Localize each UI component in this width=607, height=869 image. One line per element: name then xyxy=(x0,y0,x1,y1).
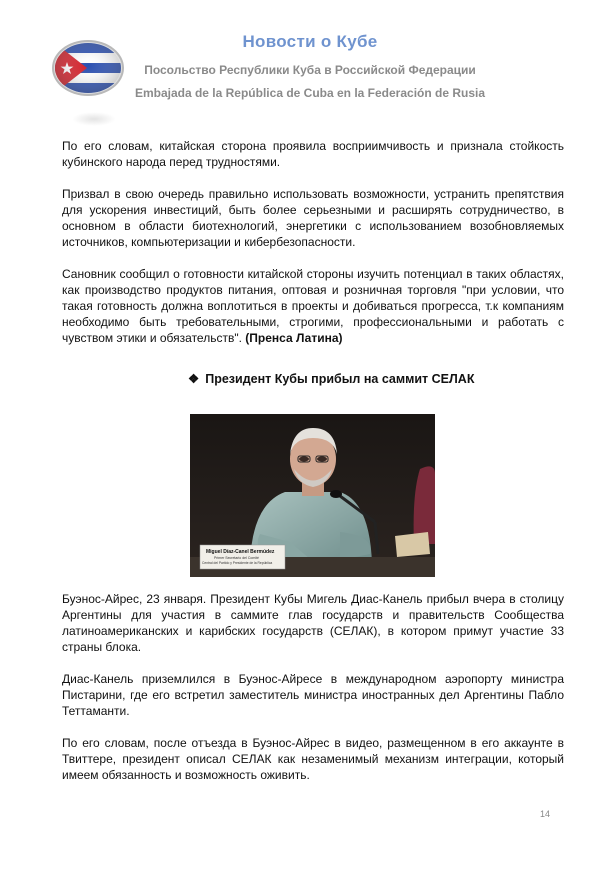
heading-text: Президент Кубы прибыл на саммит СЕЛАК xyxy=(205,372,475,386)
source-credit: (Пренса Латина) xyxy=(245,331,343,345)
newsletter-title: Новости о Кубе xyxy=(242,32,378,51)
nameplate-name: Miguel Díaz-Canel Bermúdez xyxy=(206,549,275,555)
nameplate-title: Primer Secretario del Comité xyxy=(214,556,259,560)
paragraph-text: Сановник сообщил о готовности китайской стороны изучить потенциал в таких областях, как производство продуктов питания, оптовая и розничная торговля "при условии, что такая готовность должна воплотиться в проекты и добиваться прогресса, т.к компаниям необходимо быть требовательными, строгими, профессиональными и работать с чувством этики и обязательств". xyxy=(62,267,564,345)
page-number: 14 xyxy=(540,809,551,819)
paragraph: Призвал в свою очередь правильно использовать возможности, устранить препятствия для ускорения инвестиций, быть более серьезными и расширять сотрудничество, в основном в области биотехнологий, энергетики с использованием возобновляемых источников, компьютеризации и кибербезопасности. xyxy=(62,187,564,249)
paragraph: Буэнос-Айрес, 23 января. Президент Кубы Мигель Диас-Канель прибыл вчера в столицу Аргентины для участия в саммите глав государств и правительств Сообщества латиноамериканских и карибских государств (СЕЛАК), в котором примут участие 33 страны блока. xyxy=(62,592,564,654)
article-2-body xyxy=(62,591,564,783)
paragraph xyxy=(62,266,564,346)
news-photo xyxy=(190,414,435,577)
nameplate-title-2: Central del Partido y Presidente de la República xyxy=(202,561,273,565)
article-1-body xyxy=(62,138,564,346)
paragraph: По его словам, после отъезда в Буэнос-Айрес в видео, размещенном в его аккаунте в Твиттере, президент описал СЕЛАК как незаменимый механизм интеграции, который имеем обязанность и возможность оживить. xyxy=(62,736,564,782)
paragraph: По его словам, китайская сторона проявила восприимчивость и признала стойкость кубинского народа перед трудностями. xyxy=(62,139,564,169)
embassy-name-spanish: Embajada de la República de Cuba en la Federación de Rusia xyxy=(134,86,486,100)
embassy-name-russian: Посольство Республики Куба в Российской Федерации xyxy=(144,63,476,77)
article-2-heading xyxy=(188,371,474,386)
scan-smudge xyxy=(72,112,116,126)
paragraph: Диас-Канель приземлился в Буэнос-Айресе в международном аэропорту министра Пистарини, где его встретил заместитель министра иностранных дел Аргентины Пабло Теттаманти. xyxy=(62,672,564,718)
diamond-bullet-icon: ❖ xyxy=(188,372,200,386)
